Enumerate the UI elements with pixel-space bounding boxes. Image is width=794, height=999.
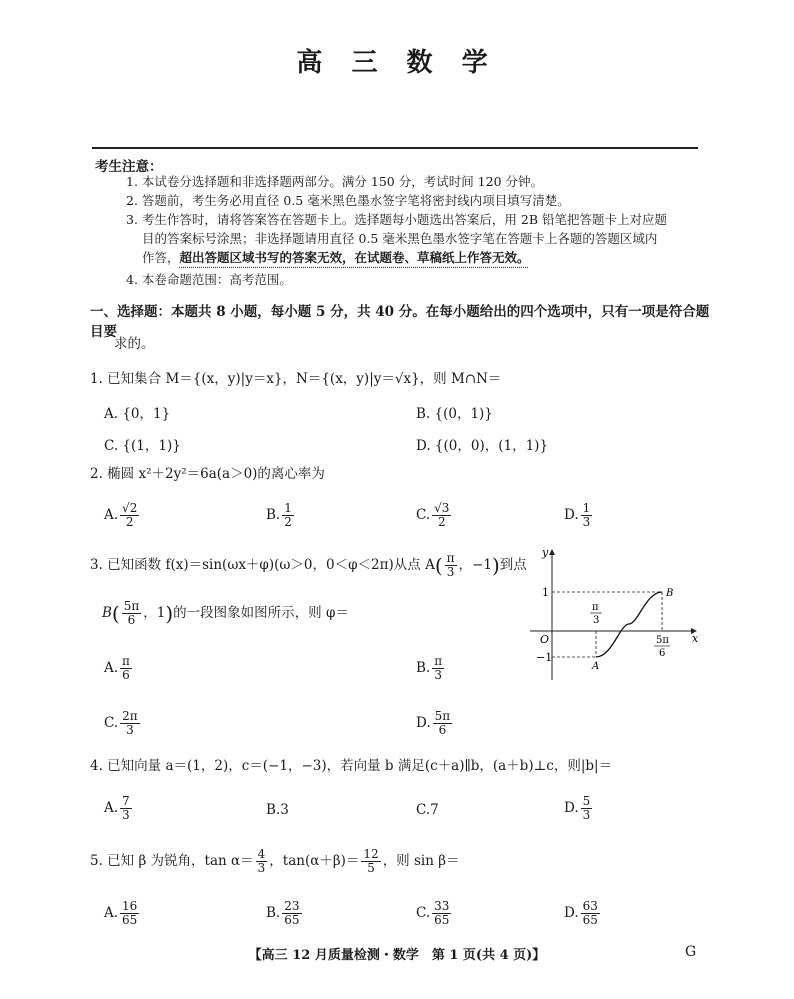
q3-point-b-x <box>122 600 142 627</box>
q2-b-num: 1 <box>284 501 292 515</box>
q3-d-frac <box>433 710 453 737</box>
q3-c-letter: C. <box>104 715 119 731</box>
q5-d-den: 65 <box>582 913 598 927</box>
q3-a-den: 3 <box>446 565 455 579</box>
q4-option-d <box>564 795 594 822</box>
q5-c-den: 65 <box>434 913 450 927</box>
graph-x1-den: 3 <box>593 615 600 626</box>
q2-d-letter: D. <box>564 507 579 523</box>
question-5-stem <box>90 848 710 875</box>
q4-b-letter: B. <box>266 802 281 818</box>
q3-opt-c-den: 3 <box>126 723 134 737</box>
q3-opt-d-den: 6 <box>438 723 447 737</box>
sine-curve <box>596 592 662 657</box>
question-4-stem: 4. 已知向量 a＝(1，2)，c＝(−1，−3)，若向量 b 满足(c＋a)∥b，(a＋b)⊥c，则|b|＝ <box>90 758 613 774</box>
q2-option-d <box>564 502 594 529</box>
sine-graph <box>520 540 710 690</box>
q3-b-frac <box>432 655 444 682</box>
q5-option-b <box>266 900 304 927</box>
q4-c-value: 7 <box>430 802 439 818</box>
q3-b-rest: ，1 <box>143 605 166 621</box>
notice-item-3-end <box>142 248 717 267</box>
graph-origin: O <box>540 633 550 646</box>
q2-option-a <box>104 502 141 529</box>
notice-item-3-cont: 目的答案标号涂黑；非选择题请用直径 0.5 毫米黑色墨水签字笔在答题卡上各题的答题区域内 <box>142 231 658 246</box>
q1-option-d: D. {(0，0)，(1，1)} <box>416 438 549 454</box>
q3-a-num: π <box>446 551 455 565</box>
header-rule <box>92 147 698 149</box>
q5-option-a <box>104 900 141 927</box>
q3-a-frac <box>120 655 132 682</box>
question-3-stem-line1: 3. 已知函数 f(x)＝sin(ωx＋φ)(ω＞0，0＜φ＜2π)从点 A( $\frac{\pi}{3}$ ，−1)到点 <box>90 551 527 579</box>
q5-stem-c: ，则 sin β＝ <box>382 853 460 869</box>
q2-d-den: 3 <box>582 515 591 529</box>
q4-d-num: 5 <box>582 794 591 808</box>
q3-option-a <box>104 655 134 682</box>
q5-a-letter: A. <box>104 905 119 921</box>
q5-frac-2 <box>361 848 380 875</box>
section-heading-cont: 求的。 <box>114 336 155 352</box>
q2-a-letter: A. <box>104 507 119 523</box>
page-footer: 【高三 12 月质量检测・数学 第 1 页(共 4 页)】 <box>248 948 546 963</box>
q5-a-frac <box>120 900 139 927</box>
q2-c-den: 2 <box>437 515 446 529</box>
q5-b-frac <box>282 900 301 927</box>
q2-a-num: √2 <box>122 501 138 515</box>
q5-b-num: 23 <box>284 899 300 913</box>
question-3-stem-line2: B( $\frac{5\pi}{6}$ ，1)的一段图象如图所示，则 φ＝ <box>102 599 349 627</box>
q2-b-frac <box>282 502 294 529</box>
q1-option-b: B. {(0，1)} <box>416 406 493 422</box>
q4-a-den: 3 <box>122 808 130 822</box>
q5-d-num: 63 <box>582 899 598 913</box>
q5-d-letter: D. <box>564 905 579 921</box>
graph-x-label: x <box>692 632 699 645</box>
notice-item-3-tail: 作答， <box>142 250 180 265</box>
q5-f2-num: 12 <box>363 847 379 861</box>
q3-option-c <box>104 710 142 737</box>
notice-item-4: 4. 本卷命题范围：高考范围。 <box>126 272 292 287</box>
q5-d-frac <box>581 900 600 927</box>
q5-option-d <box>564 900 602 927</box>
q2-b-den: 2 <box>284 515 292 529</box>
q4-a-letter: A. <box>104 800 119 816</box>
page-title: 高 三 数 学 <box>296 48 498 78</box>
q3-option-b <box>416 655 446 682</box>
q5-c-frac <box>432 900 451 927</box>
q3-opt-b-num: π <box>434 654 443 668</box>
q5-b-den: 65 <box>284 913 300 927</box>
q5-option-c <box>416 900 453 927</box>
notice-item-3: 3. 考生作答时，请将答案答在答题卡上。选择题每小题选出答案后，用 2B 铅笔把答题卡上对应题 <box>126 212 667 227</box>
q3-c-frac <box>120 710 140 737</box>
q5-a-num: 16 <box>122 899 138 913</box>
q2-b-letter: B. <box>266 507 281 523</box>
section-heading: 一、选择题：本题共 8 小题，每小题 5 分，共 40 分。在每小题给出的四个选项中，只有一项是符合题目要 <box>90 304 710 340</box>
q4-option-a <box>104 795 134 822</box>
q4-d-letter: D. <box>564 800 579 816</box>
graph-x2-den: 6 <box>659 648 666 659</box>
q2-a-frac <box>120 502 139 529</box>
q2-c-frac <box>432 502 451 529</box>
graph-point-b: B <box>666 588 674 599</box>
q5-f1-num: 4 <box>257 847 266 861</box>
q3-stem-a: 3. 已知函数 f(x)＝sin(ωx＋φ)(ω＞0，0＜φ＜2π)从点 A <box>90 557 435 573</box>
q3-b-letter: B. <box>416 660 431 676</box>
q5-c-num: 33 <box>434 899 450 913</box>
graph-x2-num: 5π <box>656 635 669 646</box>
q3-opt-b-den: 3 <box>434 668 442 682</box>
q4-option-c <box>416 802 439 818</box>
graph-y-bottom: −1 <box>536 651 553 664</box>
q5-f1-den: 3 <box>257 861 266 875</box>
q4-a-num: 7 <box>122 794 130 808</box>
q3-option-d <box>416 710 454 737</box>
notice-item-1: 1. 本试卷分选择题和非选择题两部分。满分 150 分，考试时间 120 分钟。 <box>126 174 544 189</box>
notice-heading: 考生注意： <box>95 159 163 175</box>
q3-opt-c-num: 2π <box>122 709 138 723</box>
q3-point-a-x <box>445 552 457 579</box>
q4-option-b <box>266 802 289 818</box>
q2-option-c <box>416 502 453 529</box>
q3-b-num: 5π <box>123 599 140 613</box>
q4-a-frac <box>120 795 132 822</box>
q3-stem-b: 到点 <box>499 557 527 573</box>
q3-d-letter: D. <box>416 715 431 731</box>
notice-warning: 超出答题区域书写的答案无效，在试题卷、草稿纸上作答无效。 <box>179 250 530 265</box>
q2-d-frac <box>581 502 593 529</box>
q3-opt-a-den: 6 <box>122 668 130 682</box>
q2-c-num: √3 <box>434 501 450 515</box>
q5-f2-den: 5 <box>367 861 375 875</box>
q1-option-c: C. {(1，1)} <box>104 438 181 454</box>
q2-d-num: 1 <box>582 501 591 515</box>
q3-a-rest: ，−1 <box>458 557 492 573</box>
q4-b-value: 3 <box>280 802 289 818</box>
q5-stem-a: 5. 已知 β 为锐角，tan α＝ <box>90 853 254 869</box>
q5-frac-1 <box>256 848 268 875</box>
q5-b-letter: B. <box>266 905 281 921</box>
question-1-stem: 1. 已知集合 M＝{(x，y)|y＝x}，N＝{(x，y)|y＝√x}，则 M∩N＝ <box>90 371 502 387</box>
q5-stem-b: ，tan(α＋β)＝ <box>269 853 360 869</box>
notice-item-2: 2. 答题前，考生务必用直径 0.5 毫米黑色墨水签字笔将密封线内项目填写清楚。 <box>126 193 570 208</box>
q3-b-pre: B <box>102 605 112 621</box>
graph-y-label: y <box>542 546 549 559</box>
q3-opt-d-num: 5π <box>434 709 451 723</box>
q3-stem-c: 的一段图象如图所示，则 φ＝ <box>173 605 349 621</box>
q4-d-den: 3 <box>582 808 591 822</box>
q5-c-letter: C. <box>416 905 431 921</box>
graph-x1-num: π <box>592 602 599 613</box>
q3-b-den: 6 <box>127 613 136 627</box>
q4-c-letter: C. <box>416 802 431 818</box>
question-2-stem: 2. 椭圆 x²＋2y²＝6a(a＞0)的离心率为 <box>90 466 325 482</box>
q2-a-den: 2 <box>125 515 134 529</box>
q1-option-a: A. {0，1} <box>104 406 171 422</box>
paper-code: G <box>685 944 697 960</box>
graph-y-top: 1 <box>542 586 549 599</box>
q3-a-letter: A. <box>104 660 119 676</box>
q5-a-den: 65 <box>122 913 138 927</box>
q2-c-letter: C. <box>416 507 431 523</box>
graph-point-a: A <box>592 661 600 672</box>
q3-opt-a-num: π <box>122 654 130 668</box>
q4-d-frac <box>581 795 593 822</box>
q2-option-b <box>266 502 296 529</box>
